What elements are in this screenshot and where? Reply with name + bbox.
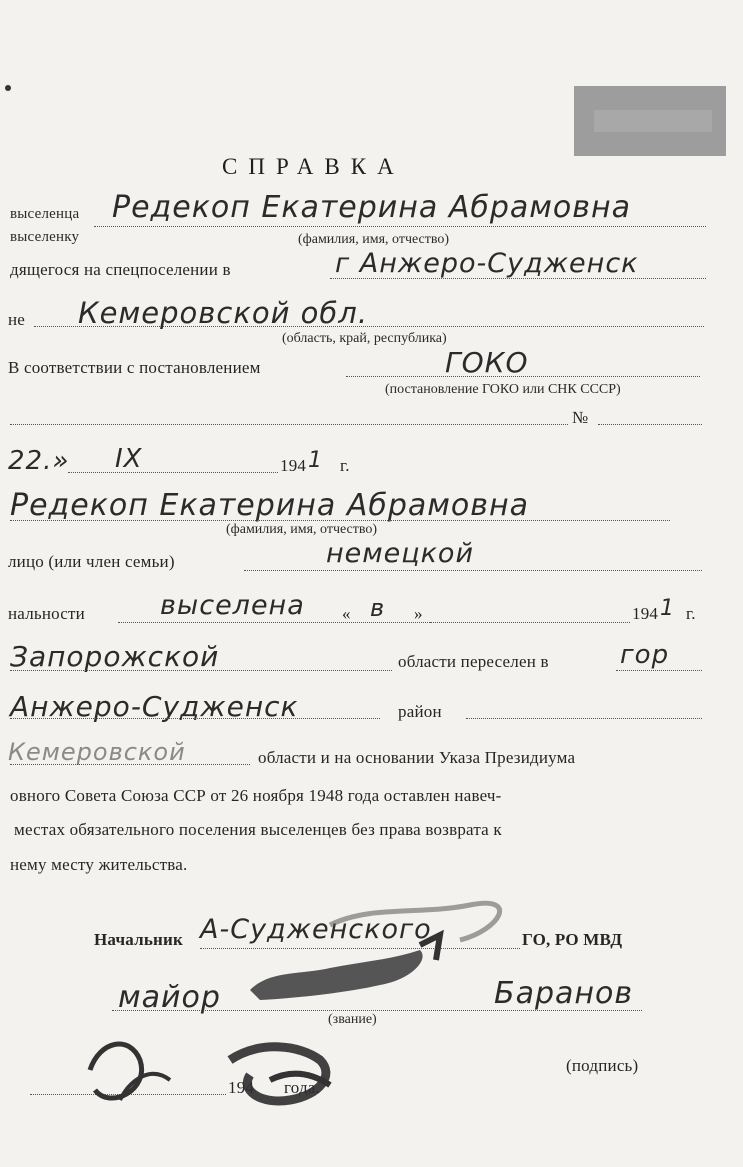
year-suffix-2: г. [686,604,696,623]
handwritten-surname: Баранов [494,976,634,1011]
ink-blot [250,950,423,1000]
year-print-1: 194 [280,456,307,475]
handwritten-place-2: Анжеро-Судженск [10,690,299,723]
text-soviet: овного Совета Союза ССР от 26 ноября 1948 года оставлен навеч- [10,786,502,805]
label-vyselenku: выселенку [10,229,80,245]
handwritten-v: в [370,594,386,622]
ink-stroke [90,1044,142,1098]
handwritten-region-1: Кемеровской обл. [78,296,369,330]
caption-rank: (звание) [328,1012,377,1027]
label-spec-settlement: дящегося на спецпоселении в [10,260,231,279]
handwritten-gor: гор [620,640,670,670]
caption-fio-2: (фамилия, имя, отчество) [226,522,378,537]
label-ne: не [8,310,26,329]
number-sign: № [572,408,589,427]
handwritten-region-3: Кемеровской [8,738,186,766]
handwritten-goko: ГОКО [445,346,529,379]
year-hand-1: 1 [308,448,323,473]
year-hand-2: 1 [660,596,675,621]
handwritten-place-1: г Анжеро-Судженск [335,248,639,279]
label-vyselenca: выселенца [10,206,80,222]
label-go-ro-mvd: ГО, РО МВД [522,930,623,949]
caption-signature: (подпись) [566,1056,639,1075]
handwritten-month: IX [115,444,143,474]
caption-fio-1: (фамилия, имя, отчество) [298,232,450,247]
label-nalnosti: нальности [8,604,85,623]
document-title: СПРАВКА [222,154,405,179]
handwritten-region-2: Запорожской [10,640,220,673]
label-postanovlenie: В соответствии с постановлением [8,358,261,377]
caption-region: (область, край, республика) [282,331,447,346]
label-pereselen: области переселен в [398,652,549,671]
text-ukaz: области и на основании Указа Президиума [258,748,576,767]
quote-close: » [414,604,423,623]
handwritten-chief: А-Судженского [200,914,432,945]
year-print-2: 194 [632,604,659,623]
handwritten-name-2: Редекоп Екатерина Абрамовна [10,488,529,523]
handwritten-rank: майор [118,980,221,1015]
footer-year: 194 [228,1078,255,1097]
caption-goko: (постановление ГОКО или СНК СССР) [385,382,621,397]
ink-stroke [330,903,500,940]
text-places: местах обязательного поселения выселенцев без права возврата к [14,820,502,839]
ink-speck [5,85,11,91]
label-chief: Начальник [94,930,183,949]
handwritten-name-1: Редекоп Екатерина Абрамовна [112,190,631,225]
footer-suffix: года. [284,1078,321,1097]
handwritten-vyselena: выселена [160,590,305,621]
ink-stroke [420,935,440,960]
handwritten-nationality: немецкой [326,538,474,569]
quote-open: « [342,604,351,623]
handwritten-day: 22.» [8,446,70,476]
label-litso: лицо (или член семьи) [8,552,175,571]
text-residence: нему месту жительства. [10,855,188,874]
year-suffix-1: г. [340,456,350,475]
label-rayon: район [398,702,442,721]
